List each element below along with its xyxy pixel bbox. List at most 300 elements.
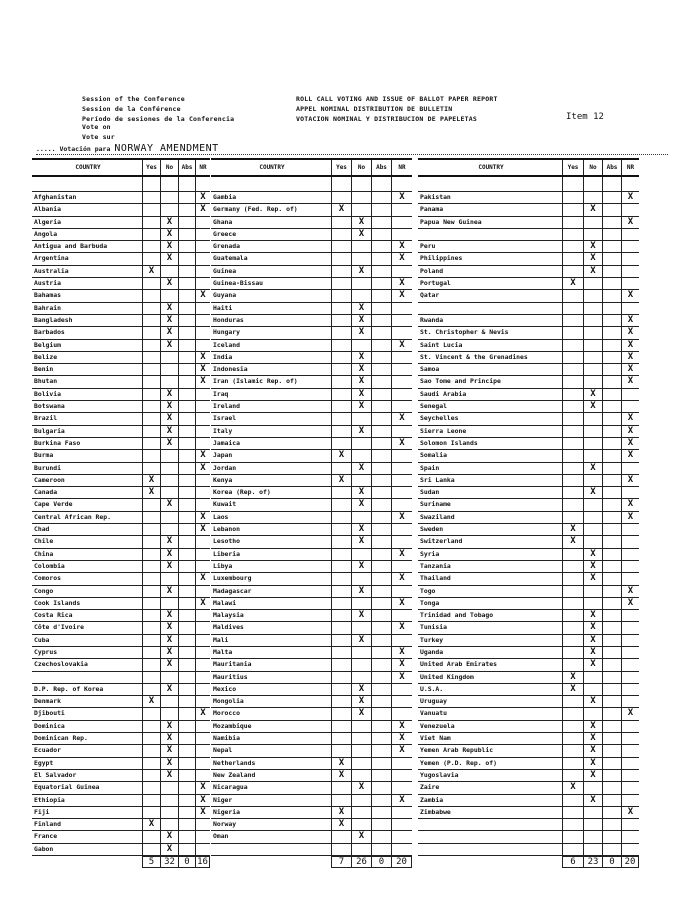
country-name: Czechoslovakia [34,660,88,669]
vote-yes-cell [142,512,160,523]
vote-yes-cell [562,622,583,633]
vote-yes-cell [142,217,160,228]
vote-yes-cell [331,622,351,633]
vote-abs-cell [602,758,621,769]
vote-nr-cell [621,253,639,264]
vote-nr-cell [621,610,639,621]
country-name: Denmark [34,697,61,706]
vote-yes-cell: X [562,278,583,289]
vote-yes-cell [142,721,160,732]
country-name: D.P. Rep. of Korea [34,684,104,693]
vote-yes-cell [331,586,351,597]
vote-yes-cell [562,352,583,363]
vote-nr-cell [621,770,639,781]
country-name: Malta [213,647,233,656]
country-name: Thailand [420,574,451,583]
country-name: Turkey [420,635,444,644]
vote-no-cell: X [160,413,178,424]
vote-nr-cell [391,487,412,498]
vote-no-cell: X [160,499,178,510]
vote-yes-cell [331,426,351,437]
vote-nr-cell [391,364,412,375]
vote-no-cell: X [583,573,602,584]
country-name [418,303,562,314]
table-row [211,266,412,278]
vote-yes-cell [331,340,351,351]
country-name: Swaziland [420,512,455,521]
vote-nr-cell [195,610,210,621]
table-row [32,327,210,339]
table-row [211,364,412,376]
title-fr: APPEL NOMINAL DISTRIBUTION DE BULLETIN [296,105,453,113]
vote-no-cell: X [351,536,371,547]
vote-no-cell: X [351,524,371,535]
vote-nr-cell: X [391,659,412,670]
vote-yes-cell: X [142,696,160,707]
vote-abs-cell [371,229,391,240]
country-name: Saudi Arabia [420,389,467,398]
country-name: Ethiopia [34,795,65,804]
vote-no-cell: X [583,696,602,707]
vote-yes-cell [562,659,583,670]
country-name: Finland [34,820,61,829]
vote-yes-cell [142,438,160,449]
vote-abs-cell [371,512,391,523]
vote-no-cell: X [160,770,178,781]
vote-abs-cell [178,536,195,547]
vote-nr-cell: X [195,376,210,387]
total-yes: 6 [562,856,583,868]
country-name: Sri Lanka [420,475,455,484]
vote-no-cell [160,376,178,387]
vote-yes-cell [142,376,160,387]
vote-yes-cell [331,745,351,756]
vote-abs-cell [602,659,621,670]
country-name: Iraq [213,389,229,398]
vote-nr-cell: X [195,192,210,203]
vote-abs-cell [371,610,391,621]
spacer [583,177,602,191]
table-row [211,745,412,757]
vote-no-cell [351,770,371,781]
vote-yes-cell [562,647,583,658]
country-name: Ecuador [34,746,61,755]
vote-no-cell: X [160,438,178,449]
totals-spacer [32,856,142,868]
vote-yes-cell [142,253,160,264]
vote-abs-cell [178,795,195,806]
table-row [32,831,210,843]
vote-yes-cell [562,610,583,621]
title-en: ROLL CALL VOTING AND ISSUE OF BALLOT PAPER REPORT [296,95,498,103]
vote-yes-cell: X [142,487,160,498]
table-row [32,819,210,831]
table-row [211,795,412,807]
vote-no-cell: X [583,622,602,633]
table-row [418,463,639,475]
vote-nr-cell: X [621,364,639,375]
vote-abs-cell [178,463,195,474]
vote-no-cell: X [160,340,178,351]
vote-abs-cell [371,303,391,314]
country-name [32,672,142,683]
table-row [211,733,412,745]
table-row [32,622,210,634]
vote-yes-cell [142,647,160,658]
table-row [211,647,412,659]
vote-no-cell [160,192,178,203]
vote-nr-cell [195,561,210,572]
country-name: Afghanistan [34,193,77,201]
vote-no-cell: X [160,536,178,547]
country-name: Jamaica [213,438,240,447]
vote-no-cell: X [583,745,602,756]
table-row [418,549,639,561]
country-name: Zaire [420,783,440,792]
vote-nr-cell [195,499,210,510]
vote-abs-cell [371,290,391,301]
vote-abs-cell [602,266,621,277]
table-row [32,303,210,315]
vote-abs-cell [371,450,391,461]
table-row [418,290,639,302]
vote-on-labels [82,122,115,142]
country-name: Lesotho [213,537,240,546]
vote-yes-cell [331,303,351,314]
table-row [418,241,639,253]
vote-nr-cell: X [621,376,639,387]
vote-nr-cell: X [391,290,412,301]
vote-table-2 [211,158,412,868]
vote-no-cell [583,708,602,719]
vote-abs-cell [371,315,391,326]
table-row [211,303,412,315]
vote-abs-cell [371,647,391,658]
vote-abs-cell [178,672,195,683]
vote-yes-cell [562,512,583,523]
vote-abs-cell [602,438,621,449]
vote-abs-cell [371,475,391,486]
vote-no-cell [583,340,602,351]
vote-no-cell: X [160,241,178,252]
vote-abs-cell [602,512,621,523]
vote-abs-cell [371,204,391,215]
vote-abs-cell [371,782,391,793]
vote-nr-cell [391,204,412,215]
country-name: Uganda [420,647,444,656]
country-name: Germany (Fed. Rep. of) [213,205,298,214]
vote-no-cell [160,573,178,584]
vote-yes-cell [562,745,583,756]
vote-abs-cell [371,745,391,756]
vote-nr-cell: X [391,598,412,609]
vote-abs-cell [371,598,391,609]
vote-yes-cell [562,598,583,609]
vote-abs-cell [371,499,391,510]
vote-no-cell [583,327,602,338]
vote-nr-cell: X [391,438,412,449]
vote-yes-cell [562,770,583,781]
vote-abs-cell [178,327,195,338]
table-row [32,253,210,265]
vote-abs-cell [602,450,621,461]
table-row [211,807,412,819]
vote-nr-cell [391,352,412,363]
session-fr: Session de la Conférence [82,105,181,113]
total-abs: 0 [371,856,391,868]
vote-yes-cell [562,376,583,387]
vote-abs-cell [602,844,621,855]
country-name: Spain [420,463,440,472]
vote-yes-cell [562,549,583,560]
vote-no-cell: X [160,733,178,744]
spacer [418,177,562,191]
vote-nr-cell [195,758,210,769]
vote-no-cell [351,647,371,658]
vote-yes-cell [562,327,583,338]
country-name: Trinidad and Tobago [420,611,494,620]
country-name: Tunisia [420,623,447,632]
country-name: Benin [34,365,54,374]
table-row [211,598,412,610]
vote-abs-cell [178,659,195,670]
vote-no-cell [351,672,371,683]
vote-abs-cell [371,401,391,412]
vote-nr-cell [195,536,210,547]
vote-abs-cell [371,426,391,437]
vote-no-cell [160,352,178,363]
vote-no-cell [583,475,602,486]
vote-abs-cell [178,253,195,264]
table-row [418,598,639,610]
vote-abs-cell [602,549,621,560]
table-row [418,745,639,757]
vote-abs-cell [371,217,391,228]
vote-no-cell [351,745,371,756]
table-row [32,573,210,585]
column-header-nr: NR [195,160,210,175]
vote-yes-cell [142,536,160,547]
vote-abs-cell [371,819,391,830]
country-name: Botswana [34,402,65,411]
country-name: Burma [34,451,54,460]
table-row [418,561,639,573]
country-name: Lebanon [213,525,240,534]
vote-abs-cell [178,819,195,830]
vote-yes-cell [331,672,351,683]
table-row [418,487,639,499]
vote-abs-cell [178,782,195,793]
country-name: Antigua and Barbuda [34,242,108,251]
vote-abs-cell [178,708,195,719]
vote-abs-cell [602,610,621,621]
vote-no-cell: X [160,229,178,240]
vote-abs-cell [178,807,195,818]
table-row [211,217,412,229]
vote-abs-cell [602,426,621,437]
table-row [32,266,210,278]
vote-abs-cell [602,831,621,842]
totals-row [32,856,210,868]
vote-subject-line [36,143,668,155]
country-name [418,819,562,830]
country-name: Australia [34,266,69,275]
table-row [211,573,412,585]
table-row [32,696,210,708]
country-name: Argentina [34,254,69,263]
vote-yes-cell [331,831,351,842]
vote-no-cell: X [583,389,602,400]
vote-yes-cell [562,721,583,732]
vote-no-cell [351,659,371,670]
vote-nr-cell [195,389,210,400]
vote-nr-cell [391,758,412,769]
table-row [211,278,412,290]
vote-abs-cell [602,561,621,572]
vote-no-cell: X [583,758,602,769]
vote-no-cell [583,217,602,228]
vote-yes-cell [562,315,583,326]
vote-yes-cell [562,831,583,842]
vote-nr-cell: X [391,241,412,252]
table-row [211,831,412,843]
country-name: Guatemala [213,254,248,263]
vote-no-cell [160,475,178,486]
vote-yes-cell [562,340,583,351]
table-row [418,819,639,831]
vote-no-cell [583,586,602,597]
country-name: Jordan [213,463,237,472]
vote-yes-cell [331,315,351,326]
country-name: Mozambique [213,721,252,730]
vote-abs-cell [178,733,195,744]
country-name: Angola [34,229,58,238]
vote-yes-cell [331,647,351,658]
country-name: Guinea-Bissau [213,279,264,288]
country-name: Bahamas [34,291,61,300]
vote-yes-cell [331,844,351,855]
vote-abs-cell [371,524,391,535]
vote-abs-cell [178,487,195,498]
spacer [562,177,583,191]
vote-abs-cell [371,241,391,252]
vote-nr-cell: X [621,438,639,449]
vote-abs-cell [602,807,621,818]
table-row [418,622,639,634]
table-row [211,684,412,696]
vote-abs-cell [178,278,195,289]
vote-nr-cell: X [195,573,210,584]
table-row [418,278,639,290]
vote-nr-cell [391,831,412,842]
vote-no-cell: X [160,217,178,228]
vote-abs-cell [602,795,621,806]
country-name: Togo [420,586,436,595]
country-name: Guinea [213,266,237,275]
table-row [211,192,412,204]
vote-yes-cell [331,549,351,560]
table-row [211,770,412,782]
vote-abs-cell [178,831,195,842]
vote-yes-cell [142,733,160,744]
vote-no-cell: X [583,647,602,658]
table-row [32,278,210,290]
table-row [32,770,210,782]
vote-yes-cell: X [142,475,160,486]
table-row [418,758,639,770]
vote-yes-cell: X [142,266,160,277]
country-name: St. Christopher & Nevis [420,328,509,337]
table-row [418,340,639,352]
vote-yes-cell [142,573,160,584]
vote-abs-cell [178,844,195,855]
vote-yes-cell [331,684,351,695]
vote-abs-cell [602,684,621,695]
vote-yes-cell: X [331,758,351,769]
table-row [418,499,639,511]
vote-nr-cell: X [621,290,639,301]
vote-no-cell: X [351,352,371,363]
country-name: Chile [34,537,54,546]
vote-nr-cell: X [621,426,639,437]
vote-yes-cell [331,413,351,424]
table-row [418,573,639,585]
vote-nr-cell [195,229,210,240]
vote-no-cell: X [351,376,371,387]
table-row [211,253,412,265]
vote-nr-cell [621,389,639,400]
vote-no-cell: X [160,278,178,289]
vote-yes-cell [562,192,583,203]
vote-no-cell: X [160,315,178,326]
country-name: Brazil [34,414,58,423]
country-name: Grenada [213,242,240,251]
vote-no-cell: X [583,487,602,498]
vote-abs-cell [602,204,621,215]
vote-no-cell [583,819,602,830]
country-name: Cook Islands [34,598,81,607]
vote-nr-cell [621,573,639,584]
vote-yes-cell [331,598,351,609]
country-name: Seychelles [420,414,459,423]
vote-abs-cell [602,782,621,793]
table-row [211,499,412,511]
table-row [211,561,412,573]
table-row [32,782,210,794]
vote-no-cell: X [351,708,371,719]
vote-nr-cell: X [391,549,412,560]
vote-yes-cell [142,770,160,781]
vote-no-cell: X [160,401,178,412]
vote-subject: NORWAY AMENDMENT [114,143,219,154]
vote-yes-cell [562,573,583,584]
vote-no-cell [583,536,602,547]
country-name: Sao Tome and Principe [420,377,501,386]
vote-nr-cell [391,610,412,621]
vote-no-cell [583,831,602,842]
vote-nr-cell: X [195,598,210,609]
vote-yes-cell [142,659,160,670]
vote-yes-cell [142,586,160,597]
vote-abs-cell [371,327,391,338]
vote-no-cell [583,303,602,314]
country-name: Algeria [34,217,61,226]
vote-no-cell [160,364,178,375]
vote-nr-cell: X [621,807,639,818]
country-name: Mongolia [213,697,244,706]
column-header-yes: Yes [562,160,583,175]
country-name: Madagascar [213,586,252,595]
